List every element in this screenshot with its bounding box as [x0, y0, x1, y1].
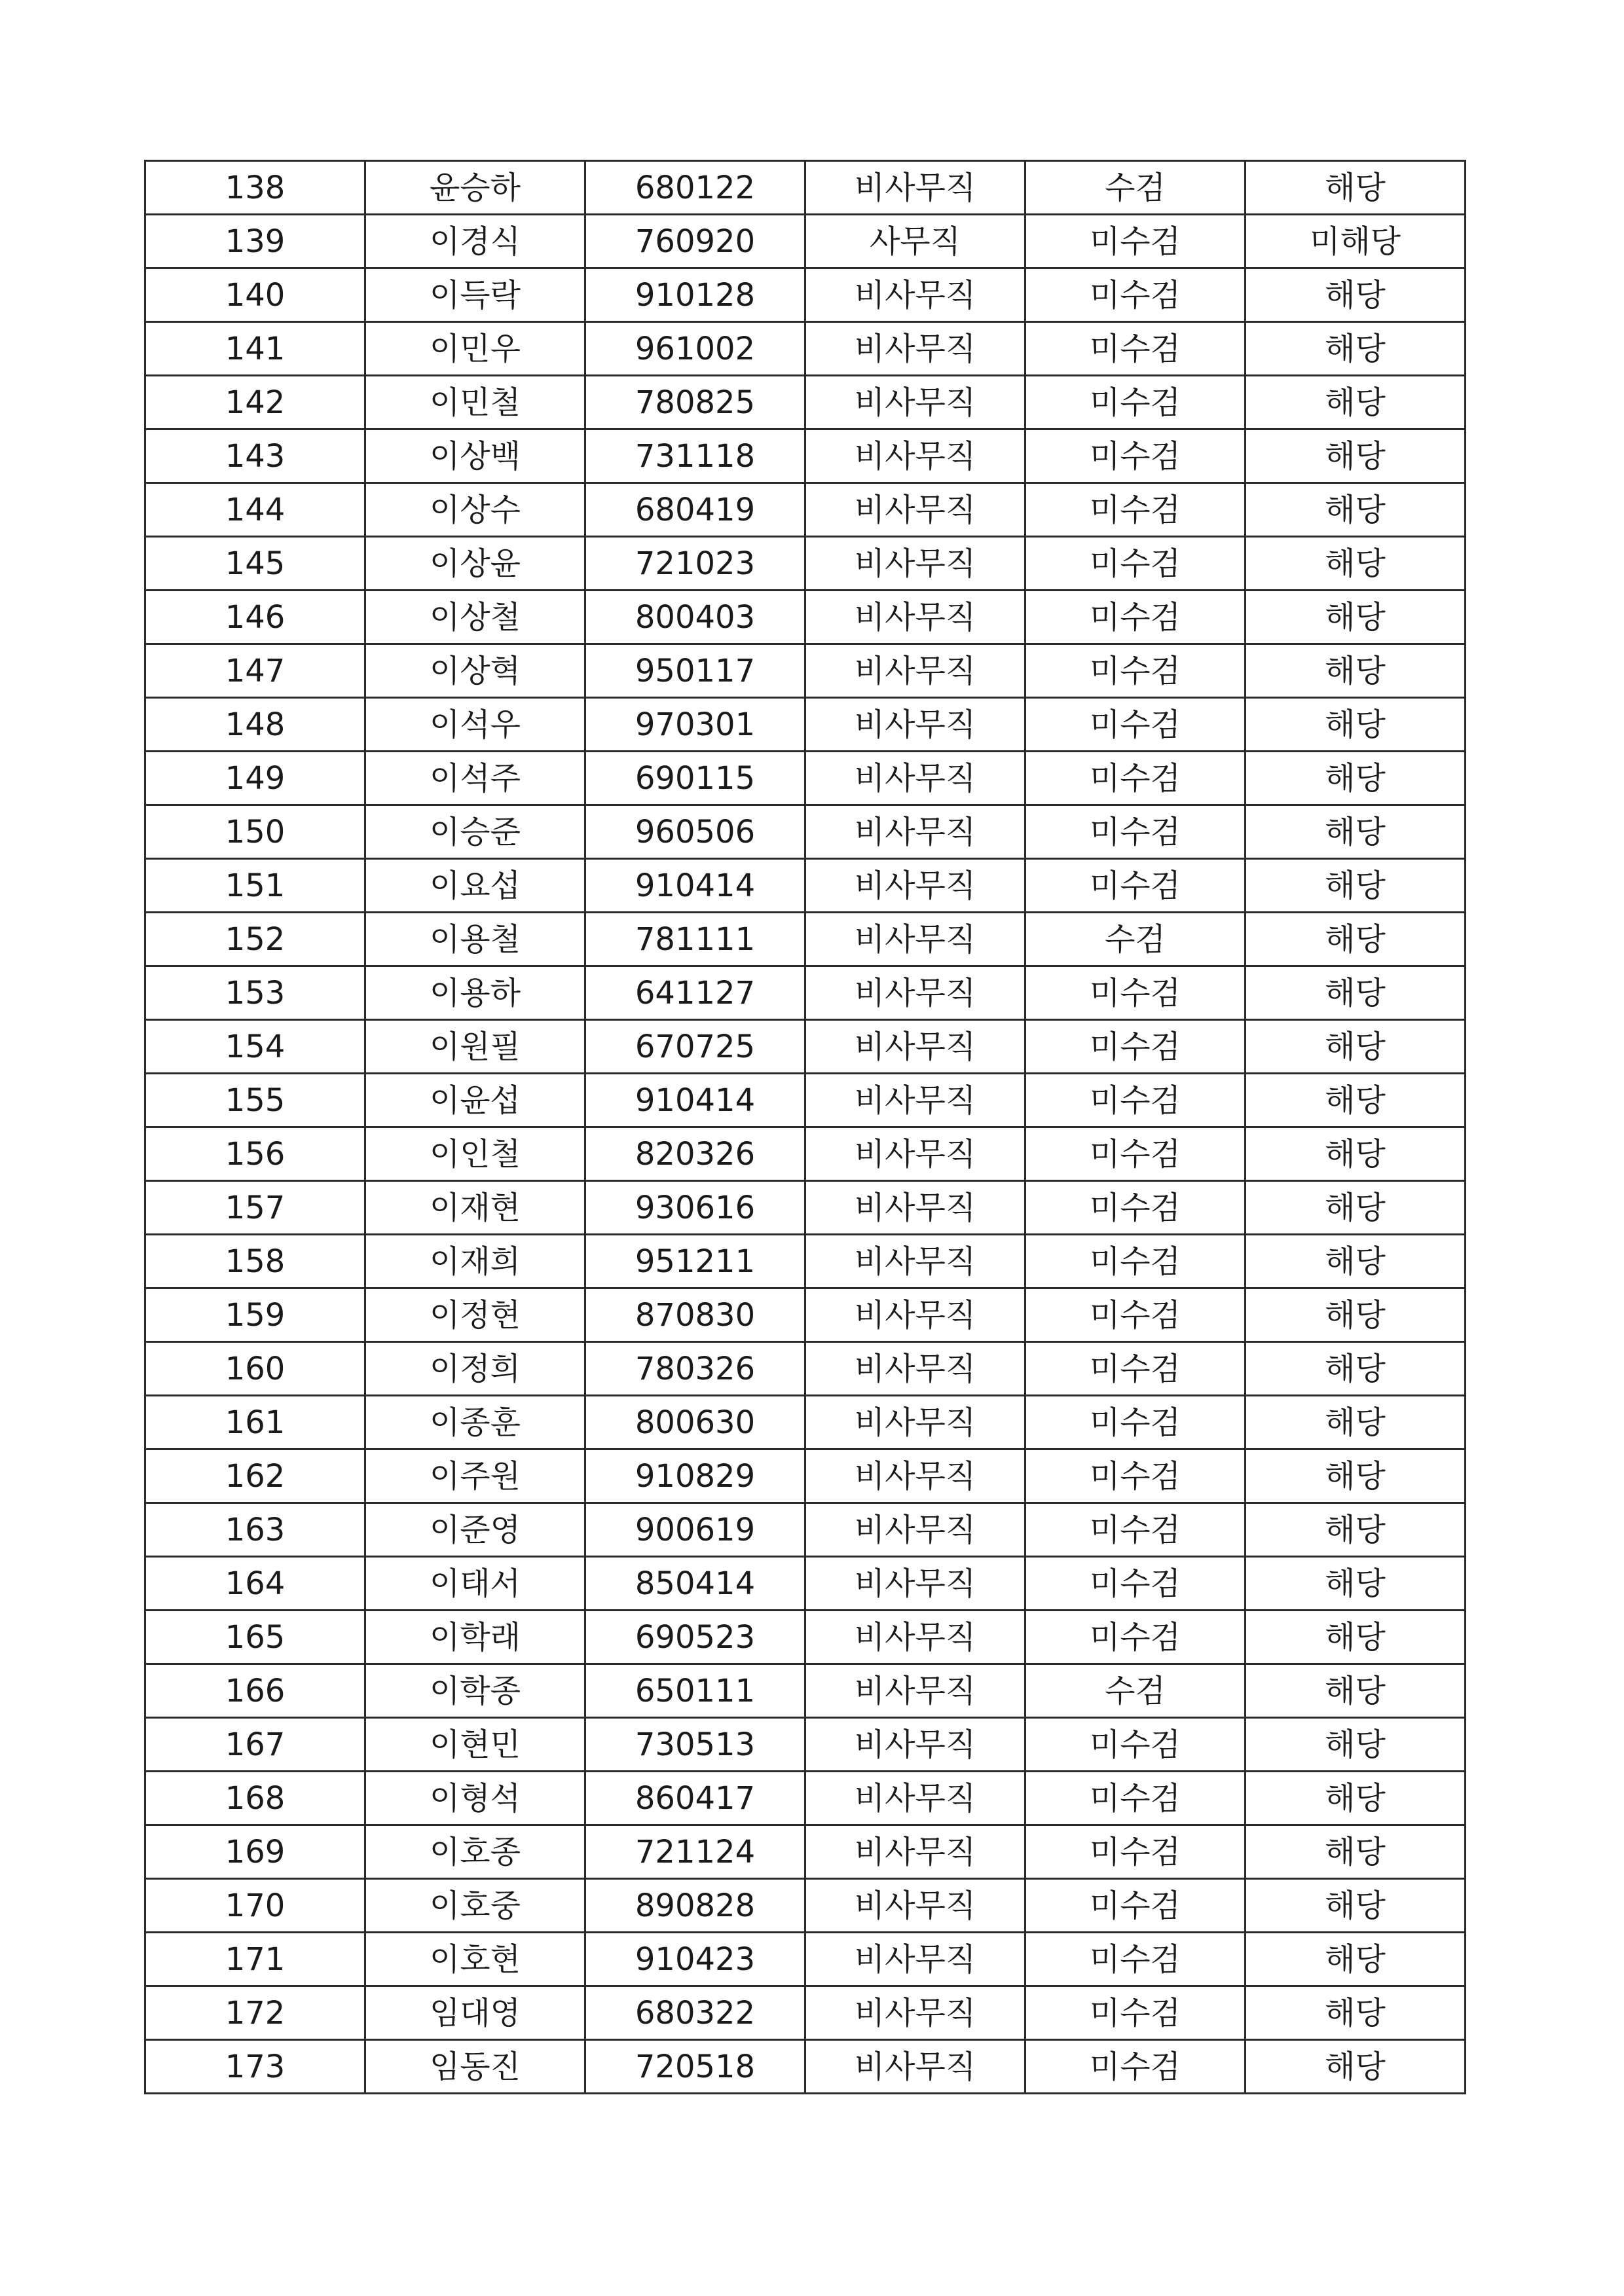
- table-row: [145, 752, 1466, 805]
- row-number-cell: 151: [145, 859, 365, 913]
- name-cell: 이호현: [365, 1933, 585, 1986]
- name-cell: 이학래: [365, 1611, 585, 1664]
- name-cell: 이주원: [365, 1449, 585, 1503]
- row-number-cell: 155: [145, 1074, 365, 1127]
- target-status-cell: 해당: [1246, 1449, 1466, 1503]
- birthdate-cell: 820326: [585, 1127, 805, 1181]
- job-type-cell: 비사무직: [805, 1181, 1025, 1235]
- job-type-cell: 비사무직: [805, 1127, 1025, 1181]
- target-status-cell: 해당: [1246, 913, 1466, 966]
- name-cell: 이윤섭: [365, 1074, 585, 1127]
- table-row: [145, 1986, 1466, 2040]
- birthdate-cell: 680322: [585, 1986, 805, 2040]
- job-type-cell: 비사무직: [805, 805, 1025, 859]
- row-number-cell: 173: [145, 2040, 365, 2094]
- job-type-cell: 비사무직: [805, 1503, 1025, 1557]
- job-type-cell: 비사무직: [805, 1557, 1025, 1611]
- table-row: [145, 1718, 1466, 1772]
- target-status-cell: 해당: [1246, 859, 1466, 913]
- birthdate-cell: 930616: [585, 1181, 805, 1235]
- row-number-cell: 147: [145, 644, 365, 698]
- table-row: [145, 537, 1466, 591]
- table-row: [145, 1074, 1466, 1127]
- exam-status-cell: 미수검: [1025, 1181, 1246, 1235]
- target-status-cell: 해당: [1246, 1933, 1466, 1986]
- exam-status-cell: 미수검: [1025, 268, 1246, 322]
- table-row: [145, 913, 1466, 966]
- target-status-cell: 해당: [1246, 1557, 1466, 1611]
- target-status-cell: 해당: [1246, 1611, 1466, 1664]
- birthdate-cell: 680419: [585, 483, 805, 537]
- birthdate-cell: 690115: [585, 752, 805, 805]
- name-cell: 이석우: [365, 698, 585, 752]
- birthdate-cell: 780825: [585, 376, 805, 429]
- name-cell: 이득락: [365, 268, 585, 322]
- birthdate-cell: 781111: [585, 913, 805, 966]
- row-number-cell: 164: [145, 1557, 365, 1611]
- target-status-cell: 해당: [1246, 1986, 1466, 2040]
- job-type-cell: 비사무직: [805, 966, 1025, 1020]
- row-number-cell: 170: [145, 1879, 365, 1933]
- job-type-cell: 비사무직: [805, 376, 1025, 429]
- birthdate-cell: 960506: [585, 805, 805, 859]
- table-row: [145, 1020, 1466, 1074]
- job-type-cell: 비사무직: [805, 1611, 1025, 1664]
- table-row: [145, 376, 1466, 429]
- table-row: [145, 1611, 1466, 1664]
- name-cell: 이민우: [365, 322, 585, 376]
- name-cell: 이승준: [365, 805, 585, 859]
- target-status-cell: 해당: [1246, 644, 1466, 698]
- exam-status-cell: 미수검: [1025, 1718, 1246, 1772]
- table-row: [145, 429, 1466, 483]
- row-number-cell: 144: [145, 483, 365, 537]
- target-status-cell: 미해당: [1246, 215, 1466, 268]
- target-status-cell: 해당: [1246, 1020, 1466, 1074]
- job-type-cell: 비사무직: [805, 1074, 1025, 1127]
- name-cell: 이정희: [365, 1342, 585, 1396]
- name-cell: 이호중: [365, 1879, 585, 1933]
- exam-status-cell: 미수검: [1025, 859, 1246, 913]
- name-cell: 이상윤: [365, 537, 585, 591]
- job-type-cell: 비사무직: [805, 913, 1025, 966]
- table-row: [145, 2040, 1466, 2094]
- exam-status-cell: 미수검: [1025, 1288, 1246, 1342]
- exam-status-cell: 미수검: [1025, 1557, 1246, 1611]
- birthdate-cell: 680122: [585, 161, 805, 215]
- birthdate-cell: 910829: [585, 1449, 805, 1503]
- target-status-cell: 해당: [1246, 1664, 1466, 1718]
- row-number-cell: 148: [145, 698, 365, 752]
- row-number-cell: 152: [145, 913, 365, 966]
- birthdate-cell: 950117: [585, 644, 805, 698]
- exam-status-cell: 미수검: [1025, 1986, 1246, 2040]
- target-status-cell: 해당: [1246, 1718, 1466, 1772]
- job-type-cell: 비사무직: [805, 1342, 1025, 1396]
- exam-status-cell: 미수검: [1025, 1342, 1246, 1396]
- job-type-cell: 비사무직: [805, 1288, 1025, 1342]
- target-status-cell: 해당: [1246, 537, 1466, 591]
- roster-table: [144, 160, 1466, 2094]
- table-row: [145, 1342, 1466, 1396]
- job-type-cell: 비사무직: [805, 1020, 1025, 1074]
- name-cell: 이경식: [365, 215, 585, 268]
- table-row: [145, 1127, 1466, 1181]
- name-cell: 이상백: [365, 429, 585, 483]
- exam-status-cell: 미수검: [1025, 1396, 1246, 1449]
- exam-status-cell: 미수검: [1025, 376, 1246, 429]
- name-cell: 임동진: [365, 2040, 585, 2094]
- table-row: [145, 268, 1466, 322]
- birthdate-cell: 721023: [585, 537, 805, 591]
- target-status-cell: 해당: [1246, 1288, 1466, 1342]
- job-type-cell: 비사무직: [805, 322, 1025, 376]
- row-number-cell: 162: [145, 1449, 365, 1503]
- exam-status-cell: 미수검: [1025, 1127, 1246, 1181]
- birthdate-cell: 670725: [585, 1020, 805, 1074]
- table-row: [145, 1503, 1466, 1557]
- job-type-cell: 비사무직: [805, 1235, 1025, 1288]
- exam-status-cell: 미수검: [1025, 1825, 1246, 1879]
- target-status-cell: 해당: [1246, 752, 1466, 805]
- table-row: [145, 698, 1466, 752]
- birthdate-cell: 800630: [585, 1396, 805, 1449]
- row-number-cell: 145: [145, 537, 365, 591]
- exam-status-cell: 수검: [1025, 161, 1246, 215]
- name-cell: 이재현: [365, 1181, 585, 1235]
- table-row: [145, 966, 1466, 1020]
- row-number-cell: 166: [145, 1664, 365, 1718]
- birthdate-cell: 951211: [585, 1235, 805, 1288]
- job-type-cell: 비사무직: [805, 1664, 1025, 1718]
- job-type-cell: 비사무직: [805, 644, 1025, 698]
- target-status-cell: 해당: [1246, 1074, 1466, 1127]
- exam-status-cell: 미수검: [1025, 1235, 1246, 1288]
- row-number-cell: 172: [145, 1986, 365, 2040]
- job-type-cell: 비사무직: [805, 1718, 1025, 1772]
- target-status-cell: 해당: [1246, 966, 1466, 1020]
- exam-status-cell: 미수검: [1025, 1772, 1246, 1825]
- target-status-cell: 해당: [1246, 1127, 1466, 1181]
- job-type-cell: 비사무직: [805, 161, 1025, 215]
- birthdate-cell: 800403: [585, 591, 805, 644]
- birthdate-cell: 721124: [585, 1825, 805, 1879]
- table-row: [145, 1933, 1466, 1986]
- job-type-cell: 비사무직: [805, 1449, 1025, 1503]
- target-status-cell: 해당: [1246, 1503, 1466, 1557]
- row-number-cell: 160: [145, 1342, 365, 1396]
- row-number-cell: 138: [145, 161, 365, 215]
- target-status-cell: 해당: [1246, 1235, 1466, 1288]
- name-cell: 이용하: [365, 966, 585, 1020]
- job-type-cell: 비사무직: [805, 1879, 1025, 1933]
- exam-status-cell: 미수검: [1025, 537, 1246, 591]
- name-cell: 이석주: [365, 752, 585, 805]
- job-type-cell: 비사무직: [805, 752, 1025, 805]
- row-number-cell: 153: [145, 966, 365, 1020]
- row-number-cell: 143: [145, 429, 365, 483]
- name-cell: 윤승하: [365, 161, 585, 215]
- row-number-cell: 169: [145, 1825, 365, 1879]
- table-row: [145, 483, 1466, 537]
- exam-status-cell: 미수검: [1025, 322, 1246, 376]
- table-row: [145, 1879, 1466, 1933]
- row-number-cell: 149: [145, 752, 365, 805]
- job-type-cell: 비사무직: [805, 268, 1025, 322]
- target-status-cell: 해당: [1246, 2040, 1466, 2094]
- exam-status-cell: 수검: [1025, 1664, 1246, 1718]
- table-row: [145, 1557, 1466, 1611]
- exam-status-cell: 미수검: [1025, 1879, 1246, 1933]
- birthdate-cell: 970301: [585, 698, 805, 752]
- target-status-cell: 해당: [1246, 1396, 1466, 1449]
- target-status-cell: 해당: [1246, 322, 1466, 376]
- name-cell: 이정현: [365, 1288, 585, 1342]
- exam-status-cell: 미수검: [1025, 698, 1246, 752]
- birthdate-cell: 731118: [585, 429, 805, 483]
- table-row: [145, 322, 1466, 376]
- table-row: [145, 591, 1466, 644]
- target-status-cell: 해당: [1246, 1181, 1466, 1235]
- exam-status-cell: 미수검: [1025, 2040, 1246, 2094]
- exam-status-cell: 미수검: [1025, 1020, 1246, 1074]
- row-number-cell: 139: [145, 215, 365, 268]
- birthdate-cell: 870830: [585, 1288, 805, 1342]
- name-cell: 이상수: [365, 483, 585, 537]
- table-row: [145, 161, 1466, 215]
- table-row: [145, 1235, 1466, 1288]
- job-type-cell: 비사무직: [805, 1986, 1025, 2040]
- birthdate-cell: 910414: [585, 1074, 805, 1127]
- name-cell: 임대영: [365, 1986, 585, 2040]
- job-type-cell: 사무직: [805, 215, 1025, 268]
- exam-status-cell: 미수검: [1025, 644, 1246, 698]
- table-row: [145, 1181, 1466, 1235]
- table-row: [145, 1449, 1466, 1503]
- name-cell: 이태서: [365, 1557, 585, 1611]
- birthdate-cell: 910414: [585, 859, 805, 913]
- table-row: [145, 1396, 1466, 1449]
- name-cell: 이재희: [365, 1235, 585, 1288]
- name-cell: 이인철: [365, 1127, 585, 1181]
- exam-status-cell: 미수검: [1025, 591, 1246, 644]
- name-cell: 이상철: [365, 591, 585, 644]
- birthdate-cell: 890828: [585, 1879, 805, 1933]
- table-row: [145, 1772, 1466, 1825]
- birthdate-cell: 910423: [585, 1933, 805, 1986]
- row-number-cell: 156: [145, 1127, 365, 1181]
- birthdate-cell: 730513: [585, 1718, 805, 1772]
- table-row: [145, 1288, 1466, 1342]
- exam-status-cell: 미수검: [1025, 215, 1246, 268]
- target-status-cell: 해당: [1246, 1825, 1466, 1879]
- target-status-cell: 해당: [1246, 698, 1466, 752]
- birthdate-cell: 641127: [585, 966, 805, 1020]
- job-type-cell: 비사무직: [805, 1396, 1025, 1449]
- table-row: [145, 644, 1466, 698]
- target-status-cell: 해당: [1246, 429, 1466, 483]
- row-number-cell: 168: [145, 1772, 365, 1825]
- target-status-cell: 해당: [1246, 591, 1466, 644]
- exam-status-cell: 미수검: [1025, 483, 1246, 537]
- birthdate-cell: 690523: [585, 1611, 805, 1664]
- job-type-cell: 비사무직: [805, 429, 1025, 483]
- row-number-cell: 140: [145, 268, 365, 322]
- job-type-cell: 비사무직: [805, 2040, 1025, 2094]
- table-row: [145, 1825, 1466, 1879]
- birthdate-cell: 860417: [585, 1772, 805, 1825]
- exam-status-cell: 미수검: [1025, 1074, 1246, 1127]
- table-row: [145, 859, 1466, 913]
- name-cell: 이현민: [365, 1718, 585, 1772]
- job-type-cell: 비사무직: [805, 483, 1025, 537]
- row-number-cell: 150: [145, 805, 365, 859]
- row-number-cell: 146: [145, 591, 365, 644]
- target-status-cell: 해당: [1246, 805, 1466, 859]
- job-type-cell: 비사무직: [805, 591, 1025, 644]
- birthdate-cell: 961002: [585, 322, 805, 376]
- name-cell: 이학종: [365, 1664, 585, 1718]
- birthdate-cell: 850414: [585, 1557, 805, 1611]
- name-cell: 이용철: [365, 913, 585, 966]
- row-number-cell: 154: [145, 1020, 365, 1074]
- row-number-cell: 171: [145, 1933, 365, 1986]
- job-type-cell: 비사무직: [805, 1825, 1025, 1879]
- exam-status-cell: 미수검: [1025, 966, 1246, 1020]
- birthdate-cell: 780326: [585, 1342, 805, 1396]
- table-row: [145, 805, 1466, 859]
- target-status-cell: 해당: [1246, 483, 1466, 537]
- target-status-cell: 해당: [1246, 1772, 1466, 1825]
- name-cell: 이호종: [365, 1825, 585, 1879]
- target-status-cell: 해당: [1246, 1879, 1466, 1933]
- exam-status-cell: 미수검: [1025, 752, 1246, 805]
- row-number-cell: 158: [145, 1235, 365, 1288]
- exam-status-cell: 미수검: [1025, 805, 1246, 859]
- name-cell: 이상혁: [365, 644, 585, 698]
- job-type-cell: 비사무직: [805, 1772, 1025, 1825]
- exam-status-cell: 수검: [1025, 913, 1246, 966]
- row-number-cell: 141: [145, 322, 365, 376]
- exam-status-cell: 미수검: [1025, 1503, 1246, 1557]
- target-status-cell: 해당: [1246, 161, 1466, 215]
- target-status-cell: 해당: [1246, 376, 1466, 429]
- row-number-cell: 163: [145, 1503, 365, 1557]
- row-number-cell: 167: [145, 1718, 365, 1772]
- name-cell: 이요섭: [365, 859, 585, 913]
- exam-status-cell: 미수검: [1025, 1449, 1246, 1503]
- job-type-cell: 비사무직: [805, 537, 1025, 591]
- row-number-cell: 142: [145, 376, 365, 429]
- exam-status-cell: 미수검: [1025, 1611, 1246, 1664]
- exam-status-cell: 미수검: [1025, 429, 1246, 483]
- job-type-cell: 비사무직: [805, 1933, 1025, 1986]
- row-number-cell: 159: [145, 1288, 365, 1342]
- row-number-cell: 161: [145, 1396, 365, 1449]
- row-number-cell: 157: [145, 1181, 365, 1235]
- name-cell: 이민철: [365, 376, 585, 429]
- target-status-cell: 해당: [1246, 268, 1466, 322]
- roster-table-body: [145, 161, 1466, 2094]
- job-type-cell: 비사무직: [805, 859, 1025, 913]
- birthdate-cell: 760920: [585, 215, 805, 268]
- name-cell: 이준영: [365, 1503, 585, 1557]
- birthdate-cell: 900619: [585, 1503, 805, 1557]
- name-cell: 이원필: [365, 1020, 585, 1074]
- table-row: [145, 1664, 1466, 1718]
- name-cell: 이종훈: [365, 1396, 585, 1449]
- name-cell: 이형석: [365, 1772, 585, 1825]
- table-row: [145, 215, 1466, 268]
- row-number-cell: 165: [145, 1611, 365, 1664]
- exam-status-cell: 미수검: [1025, 1933, 1246, 1986]
- birthdate-cell: 910128: [585, 268, 805, 322]
- birthdate-cell: 650111: [585, 1664, 805, 1718]
- target-status-cell: 해당: [1246, 1342, 1466, 1396]
- birthdate-cell: 720518: [585, 2040, 805, 2094]
- job-type-cell: 비사무직: [805, 698, 1025, 752]
